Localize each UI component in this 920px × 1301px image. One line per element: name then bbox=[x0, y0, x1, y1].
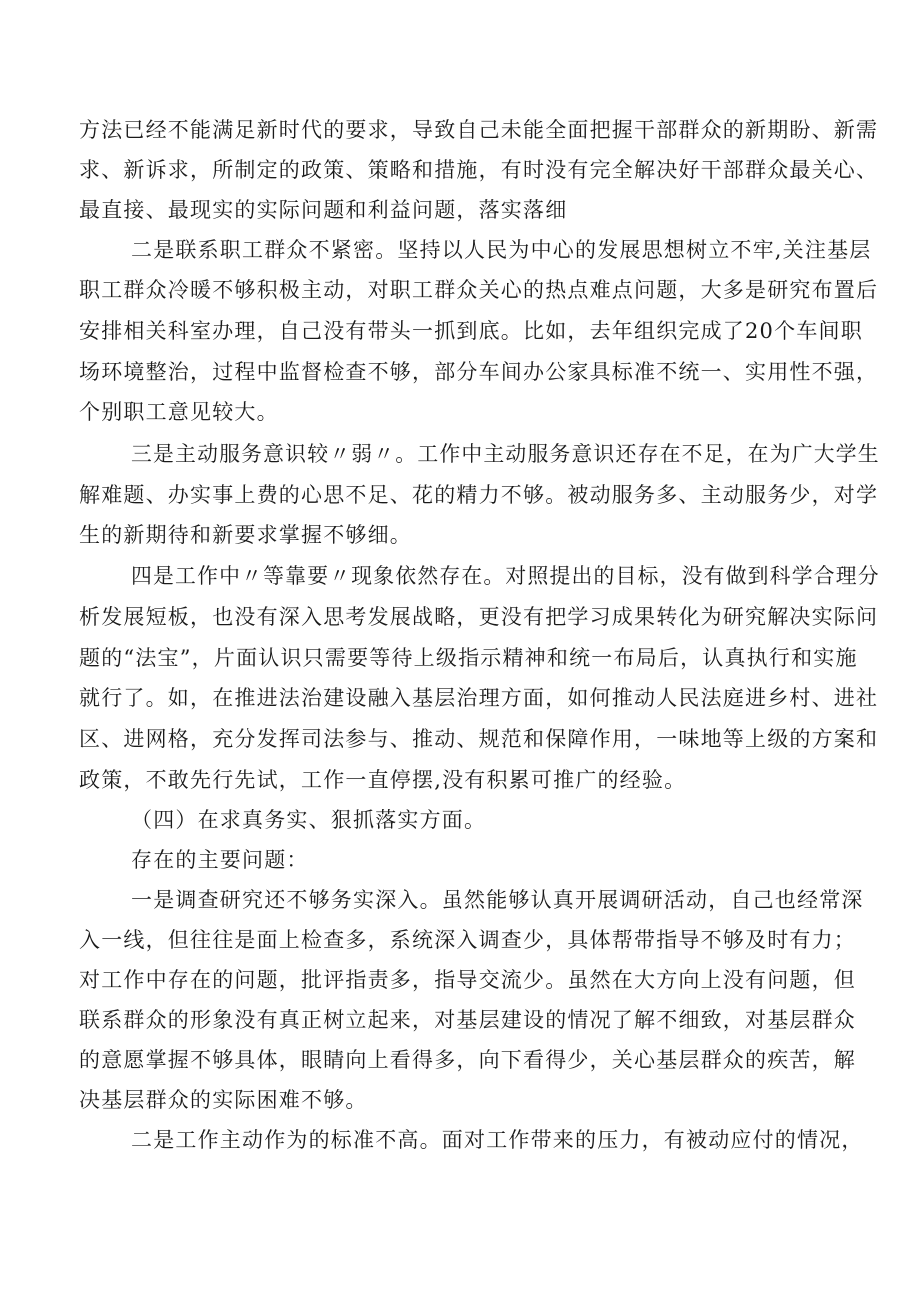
text-line: 生的新期待和新要求掌握不够细。 bbox=[79, 523, 412, 547]
section-heading: （四）在求真务实、狠抓落实方面。 bbox=[131, 808, 487, 832]
text-line: 三是主动服务意识较〃弱〃。工作中主动服务意识还存在不足，在为广大学生 bbox=[131, 442, 880, 466]
text-line: 入一线，但往往是面上检查多，系统深入调查少，具体帮带指导不够及时有力； bbox=[79, 928, 856, 952]
text-line: 存在的主要问题： bbox=[131, 848, 309, 872]
text-line: 二是联系职工群众不紧密。坚持以人民为中心的发展思想树立不牢,关注基层 bbox=[131, 238, 872, 262]
text-line: 场环境整治，过程中监督检查不够，部分车间办公家具标准不统一、实用性不强， bbox=[79, 360, 879, 384]
text-line: 二是工作主动作为的标准不高。面对工作带来的压力，有被动应付的情况， bbox=[131, 1128, 864, 1152]
text-line: 求、新诉求，所制定的政策、策略和措施，有时没有完全解决好干部群众最关心、 bbox=[79, 158, 879, 182]
text-line: 区、进网格，充分发挥司法参与、推动、规范和保障作用，一味地等上级的方案和 bbox=[79, 727, 879, 751]
text-line: 方法已经不能满足新时代的要求，导致自己未能全面把握干部群众的新期盼、新需 bbox=[79, 118, 879, 142]
text-line: 安排相关科室办理，自己没有带头一抓到底。比如，去年组织完成了20个车间职 bbox=[79, 319, 863, 343]
text-line: 解难题、办实事上费的心思不足、花的精力不够。被动服务多、主动服务少，对学 bbox=[79, 483, 879, 507]
text-line: 就行了。如，在推进法治建设融入基层治理方面，如何推动人民法庭进乡村、进社 bbox=[79, 686, 879, 710]
text-line: 一是调查研究还不够务实深入。虽然能够认真开展调研活动，自己也经常深 bbox=[131, 888, 864, 912]
text-line: 的意愿掌握不够具体，眼睛向上看得多，向下看得少，关心基层群众的疾苦，解 bbox=[79, 1048, 856, 1072]
text-line: 职工群众冷暖不够积极主动，对职工群众关心的热点难点问题，大多是研究布置后 bbox=[79, 278, 879, 302]
text-line: 析发展短板，也没有深入思考发展战略，更没有把学习成果转化为研究解决实际问 bbox=[79, 605, 879, 629]
text-line: 政策，不敢先行先试，工作一直停摆,没有积累可推广的经验。 bbox=[79, 768, 687, 792]
text-line: 决基层群众的实际困难不够。 bbox=[79, 1088, 368, 1112]
text-line: 个别职工意见较大。 bbox=[79, 400, 279, 424]
text-line: 题的“法宝”，片面认识只需要等待上级指示精神和统一布局后，认真执行和实施 bbox=[79, 646, 858, 670]
text-line: 联系群众的形象没有真正树立起来，对基层建设的情况了解不细致，对基层群众 bbox=[79, 1008, 856, 1032]
text-line: 最直接、最现实的实际问题和利益问题，落实落细 bbox=[79, 198, 568, 222]
text-line: 对工作中存在的问题，批评指责多，指导交流少。虽然在大方向上没有问题，但 bbox=[79, 968, 856, 992]
text-line: 四是工作中〃等靠要〃现象依然存在。对照提出的目标，没有做到科学合理分 bbox=[131, 564, 880, 588]
